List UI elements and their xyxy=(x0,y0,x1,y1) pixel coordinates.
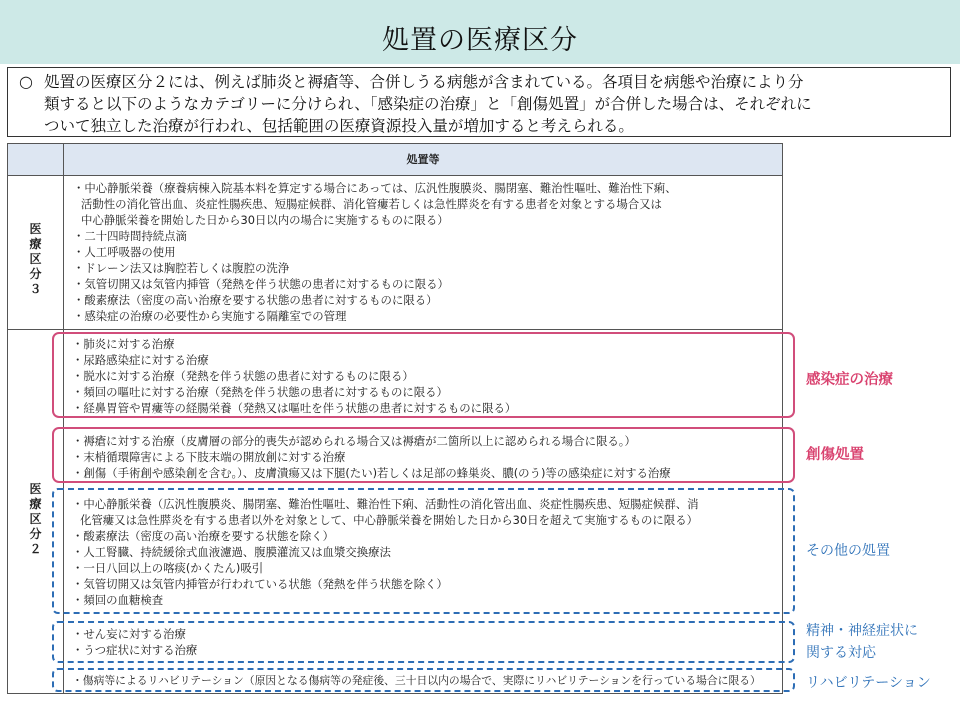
summary-text xyxy=(44,71,949,137)
list-item: 活動性の消化管出血、炎症性腸疾患、短腸症候群、消化管瘻若しくは急性膵炎を有する患者を対象とする場合又は xyxy=(81,197,662,211)
summary-box xyxy=(7,67,951,137)
category-kubun3-label: 医 療 区 分 ３ xyxy=(29,222,42,296)
list-item: ・末梢循環障害による下肢末端の開放創に対する治療 xyxy=(72,450,346,464)
group-label-wound: 創傷処置 xyxy=(806,447,864,463)
group-rehabilitation xyxy=(52,668,795,692)
summary-line: 類すると以下のようなカテゴリーに分けられ、「感染症の治療」と「創傷処置」が合併した場合は、それぞれに xyxy=(44,95,812,113)
group-infection-treatment xyxy=(52,332,795,418)
list-item: ・褥瘡に対する治療（皮膚層の部分的喪失が認められる場合又は褥瘡が二箇所以上に認められる場合に限る。） xyxy=(72,434,636,448)
list-item: 中心静脈栄養を開始した日から30日以内の場合に実施するものに限る） xyxy=(81,213,449,227)
page-title: 処置の医療区分 xyxy=(382,25,578,56)
group-label-other: その他の処置 xyxy=(806,543,890,559)
list-item: ・肺炎に対する治療 xyxy=(72,337,175,351)
list-item: ・人工腎臓、持続緩徐式血液濾過、腹膜灌流又は血漿交換療法 xyxy=(72,545,391,559)
list-item: ・頻回の血糖検査 xyxy=(72,593,164,607)
group-label-rehabilitation: リハビリテーション xyxy=(806,675,931,691)
list-item: ・二十四時間持続点滴 xyxy=(73,229,187,243)
list-item: ・うつ症状に対する治療 xyxy=(72,643,198,657)
group-other-treatments xyxy=(52,488,795,614)
summary-bullet: ○ xyxy=(19,72,33,91)
category-kubun3 xyxy=(7,175,64,330)
group-label-infection: 感染症の治療 xyxy=(806,372,893,388)
list-item: 化管瘻又は急性膵炎を有する患者以外を対象として、中心静脈栄養を開始した日から30日を超えて実施するものに限る） xyxy=(80,513,698,527)
summary-line: 処置の医療区分２には、例えば肺炎と褥瘡等、合併しうる病態が含まれている。各項目を病態や治療により分 xyxy=(44,73,804,91)
list-item: ・せん妄に対する治療 xyxy=(72,627,186,641)
list-item: ・感染症の治療の必要性から実施する隔離室での管理 xyxy=(73,309,347,323)
table-header xyxy=(63,143,783,176)
list-item: ・気管切開又は気管内挿管が行われている状態（発熱を伴う状態を除く） xyxy=(72,577,448,591)
category-kubun2-label: 医 療 区 分 ２ xyxy=(29,482,42,556)
list-item: ・ドレーン法又は胸腔若しくは腹腔の洗浄 xyxy=(73,261,290,275)
list-item: ・中心静脈栄養（療養病棟入院基本料を算定する場合にあっては、広汎性腹膜炎、腸閉塞、難治性嘔吐、難治性下痢、 xyxy=(73,181,677,195)
list-item: ・脱水に対する治療（発熱を伴う状態の患者に対するものに限る） xyxy=(72,369,414,383)
list-item: ・人工呼吸器の使用 xyxy=(73,245,176,259)
list-item: ・尿路感染症に対する治療 xyxy=(72,353,209,367)
list-item: ・酸素療法（密度の高い治療を要する状態の患者に対するものに限る） xyxy=(73,293,438,307)
group-label-psychiatric: 精神・神経症状に 関する対応 xyxy=(806,623,918,661)
list-item: ・傷病等によるリハビリテーション（原因となる傷病等の発症後、三十日以内の場合で、実際にリハビリテーションを行っている場合に限る） xyxy=(72,674,761,687)
table-header-label: 処置等 xyxy=(406,153,440,166)
summary-line: ついて独立した治療が行われ、包括範囲の医療資源投入量が増加すると考えられる。 xyxy=(44,117,634,135)
kubun3-content xyxy=(63,175,783,330)
list-item: ・頻回の嘔吐に対する治療（発熱を伴う状態の患者に対するものに限る） xyxy=(72,385,448,399)
list-item: ・酸素療法（密度の高い治療を要する状態を除く） xyxy=(72,529,334,543)
list-item: ・経鼻胃管や胃瘻等の経腸栄養（発熱又は嘔吐を伴う状態の患者に対するものに限る） xyxy=(72,401,517,415)
list-item: ・創傷（手術創や感染創を含む。）、皮膚潰瘍又は下腿(たい)若しくは足部の蜂巣炎、膿(のう)等の感染症に対する治療 xyxy=(72,466,671,480)
list-item: ・中心静脈栄養（広汎性腹膜炎、腸閉塞、難治性嘔吐、難治性下痢、活動性の消化管出血、炎症性腸疾患、短腸症候群、消 xyxy=(72,497,699,511)
list-item: ・気管切開又は気管内挿管（発熱を伴う状態の患者に対するものに限る） xyxy=(73,277,449,291)
list-item: ・一日八回以上の喀痰(かくたん)吸引 xyxy=(72,561,264,575)
group-wound-care xyxy=(52,427,795,483)
table-header-corner xyxy=(7,143,64,176)
group-psychiatric xyxy=(52,621,795,663)
